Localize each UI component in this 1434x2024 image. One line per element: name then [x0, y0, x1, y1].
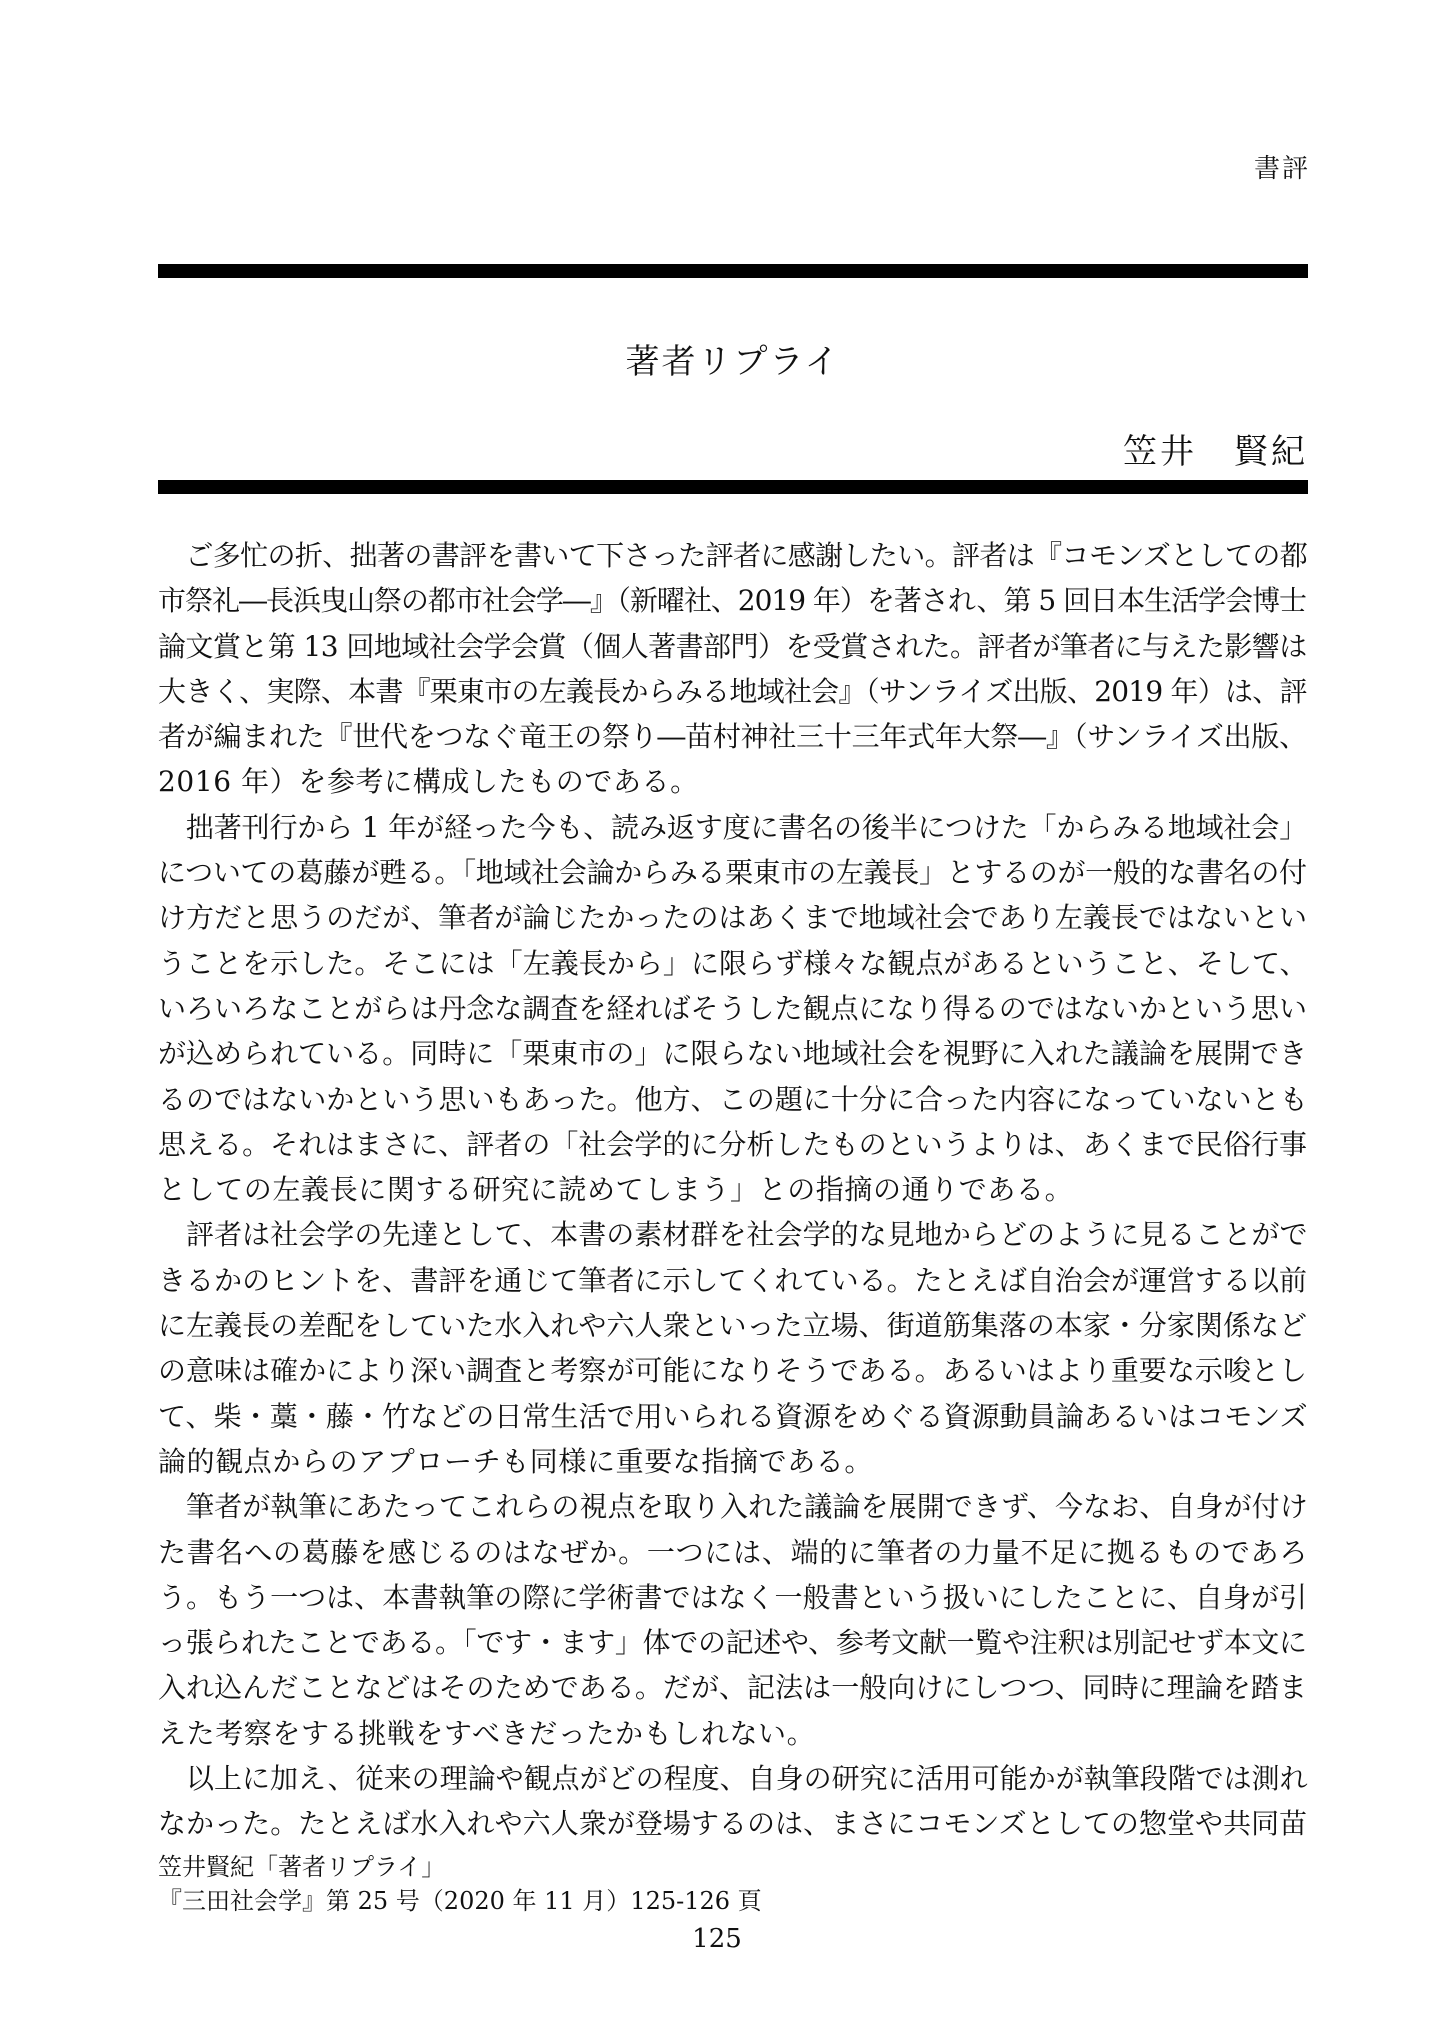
text-line: 論文賞と第 13 回地域社会学会賞（個人著書部門）を受賞された。評者が筆者に与えた影響は	[158, 629, 1307, 663]
bottom-rule	[158, 480, 1308, 494]
text-line: 以上に加え、従来の理論や観点がどの程度、自身の研究に活用可能かが執筆段階では測れ	[158, 1762, 1308, 1796]
text-line: の意味は確かにより深い調査と考察が可能になりそうである。あるいはより重要な示唆とし	[158, 1354, 1308, 1388]
paragraph	[158, 533, 1308, 805]
text-line: け方だと思うのだが、筆者が論じたかったのはあくまで地域社会であり左義長ではないとい	[158, 901, 1308, 935]
citation-line: 笠井賢紀「著者リプライ」	[158, 1853, 446, 1881]
text-line: に左義長の差配をしていた水入れや六人衆といった立場、街道筋集落の本家・分家関係など	[158, 1309, 1308, 1343]
paragraph	[158, 1484, 1308, 1756]
author-name: 笠井 賢紀	[1123, 432, 1308, 472]
text-line: るのではないかという思いもあった。他方、この題に十分に合った内容になっていないとも	[158, 1082, 1308, 1116]
text-line: 筆者が執筆にあたってこれらの視点を取り入れた議論を展開できず、今なお、自身が付け	[158, 1490, 1308, 1524]
citation	[158, 1850, 762, 1918]
text-line: うことを示した。そこには「左義長から」に限らず様々な観点があるということ、そして、	[158, 946, 1308, 980]
page-number: 125	[692, 1924, 742, 1954]
section-label: 書評	[1253, 154, 1310, 184]
text-line: 者が編まれた『世代をつなぐ竜王の祭り―苗村神社三十三年式年大祭―』（サンライズ出版、	[158, 720, 1307, 754]
text-line: としての左義長に関する研究に読めてしまう」との指摘の通りである。	[158, 1173, 1074, 1207]
text-line: 市祭礼―長浜曳山祭の都市社会学―』（新曜社、2019 年）を著され、第 5 回日本生活学会博士	[158, 584, 1307, 618]
paragraph	[158, 1212, 1308, 1484]
paragraph	[158, 805, 1308, 1213]
text-line: 拙著刊行から 1 年が経った今も、読み返す度に書名の後半につけた「からみる地域社会」	[158, 810, 1308, 844]
text-line: 思える。それはまさに、評者の「社会学的に分析したものというよりは、あくまで民俗行事	[158, 1127, 1308, 1161]
text-line: が込められている。同時に「栗東市の」に限らない地域社会を視野に入れた議論を展開でき	[158, 1037, 1308, 1071]
text-line: 評者は社会学の先達として、本書の素材群を社会学的な見地からどのように見ることがで	[158, 1218, 1308, 1252]
text-line: えた考察をする挑戦をすべきだったかもしれない。	[158, 1716, 816, 1750]
text-line: っ張られたことである。「です・ます」体での記述や、参考文献一覧や注釈は別記せず本文に	[158, 1626, 1307, 1660]
text-line: う。もう一つは、本書執筆の際に学術書ではなく一般書という扱いにしたことに、自身が引	[158, 1580, 1308, 1614]
text-line: 2016 年）を参考に構成したものである。	[158, 765, 699, 799]
paragraph	[158, 1756, 1308, 1847]
text-line: についての葛藤が甦る。「地域社会論からみる栗東市の左義長」とするのが一般的な書名の付	[158, 856, 1307, 890]
text-line: 論的観点からのアプローチも同様に重要な指摘である。	[158, 1444, 874, 1478]
text-line: きるかのヒントを、書評を通じて筆者に示してくれている。たとえば自治会が運営する以前	[158, 1263, 1308, 1297]
text-line: 大きく、実際、本書『栗東市の左義長からみる地域社会』（サンライズ出版、2019 年）は、評	[158, 674, 1307, 708]
text-line: ご多忙の折、拙著の書評を書いて下さった評者に感謝したい。評者は『コモンズとしての都	[158, 539, 1308, 572]
citation-line: 『三田社会学』第 25 号（2020 年 11 月）125-126 頁	[158, 1887, 762, 1915]
text-line: いろいろなことがらは丹念な調査を経ればそうした観点になり得るのではないかという思い	[158, 991, 1308, 1025]
article-title: 著者リプライ	[625, 342, 841, 382]
text-line: なかった。たとえば水入れや六人衆が登場するのは、まさにコモンズとしての惣堂や共同苗	[158, 1807, 1308, 1841]
top-rule	[158, 264, 1308, 278]
article-body	[158, 533, 1308, 1847]
text-line: 入れ込んだことなどはそのためである。だが、記法は一般向けにしつつ、同時に理論を踏ま	[158, 1671, 1307, 1705]
text-line: て、柴・藁・藤・竹などの日常生活で用いられる資源をめぐる資源動員論あるいはコモンズ	[158, 1399, 1308, 1433]
text-line: た書名への葛藤を感じるのはなぜか。一つには、端的に筆者の力量不足に拠るものであろ	[158, 1535, 1309, 1569]
